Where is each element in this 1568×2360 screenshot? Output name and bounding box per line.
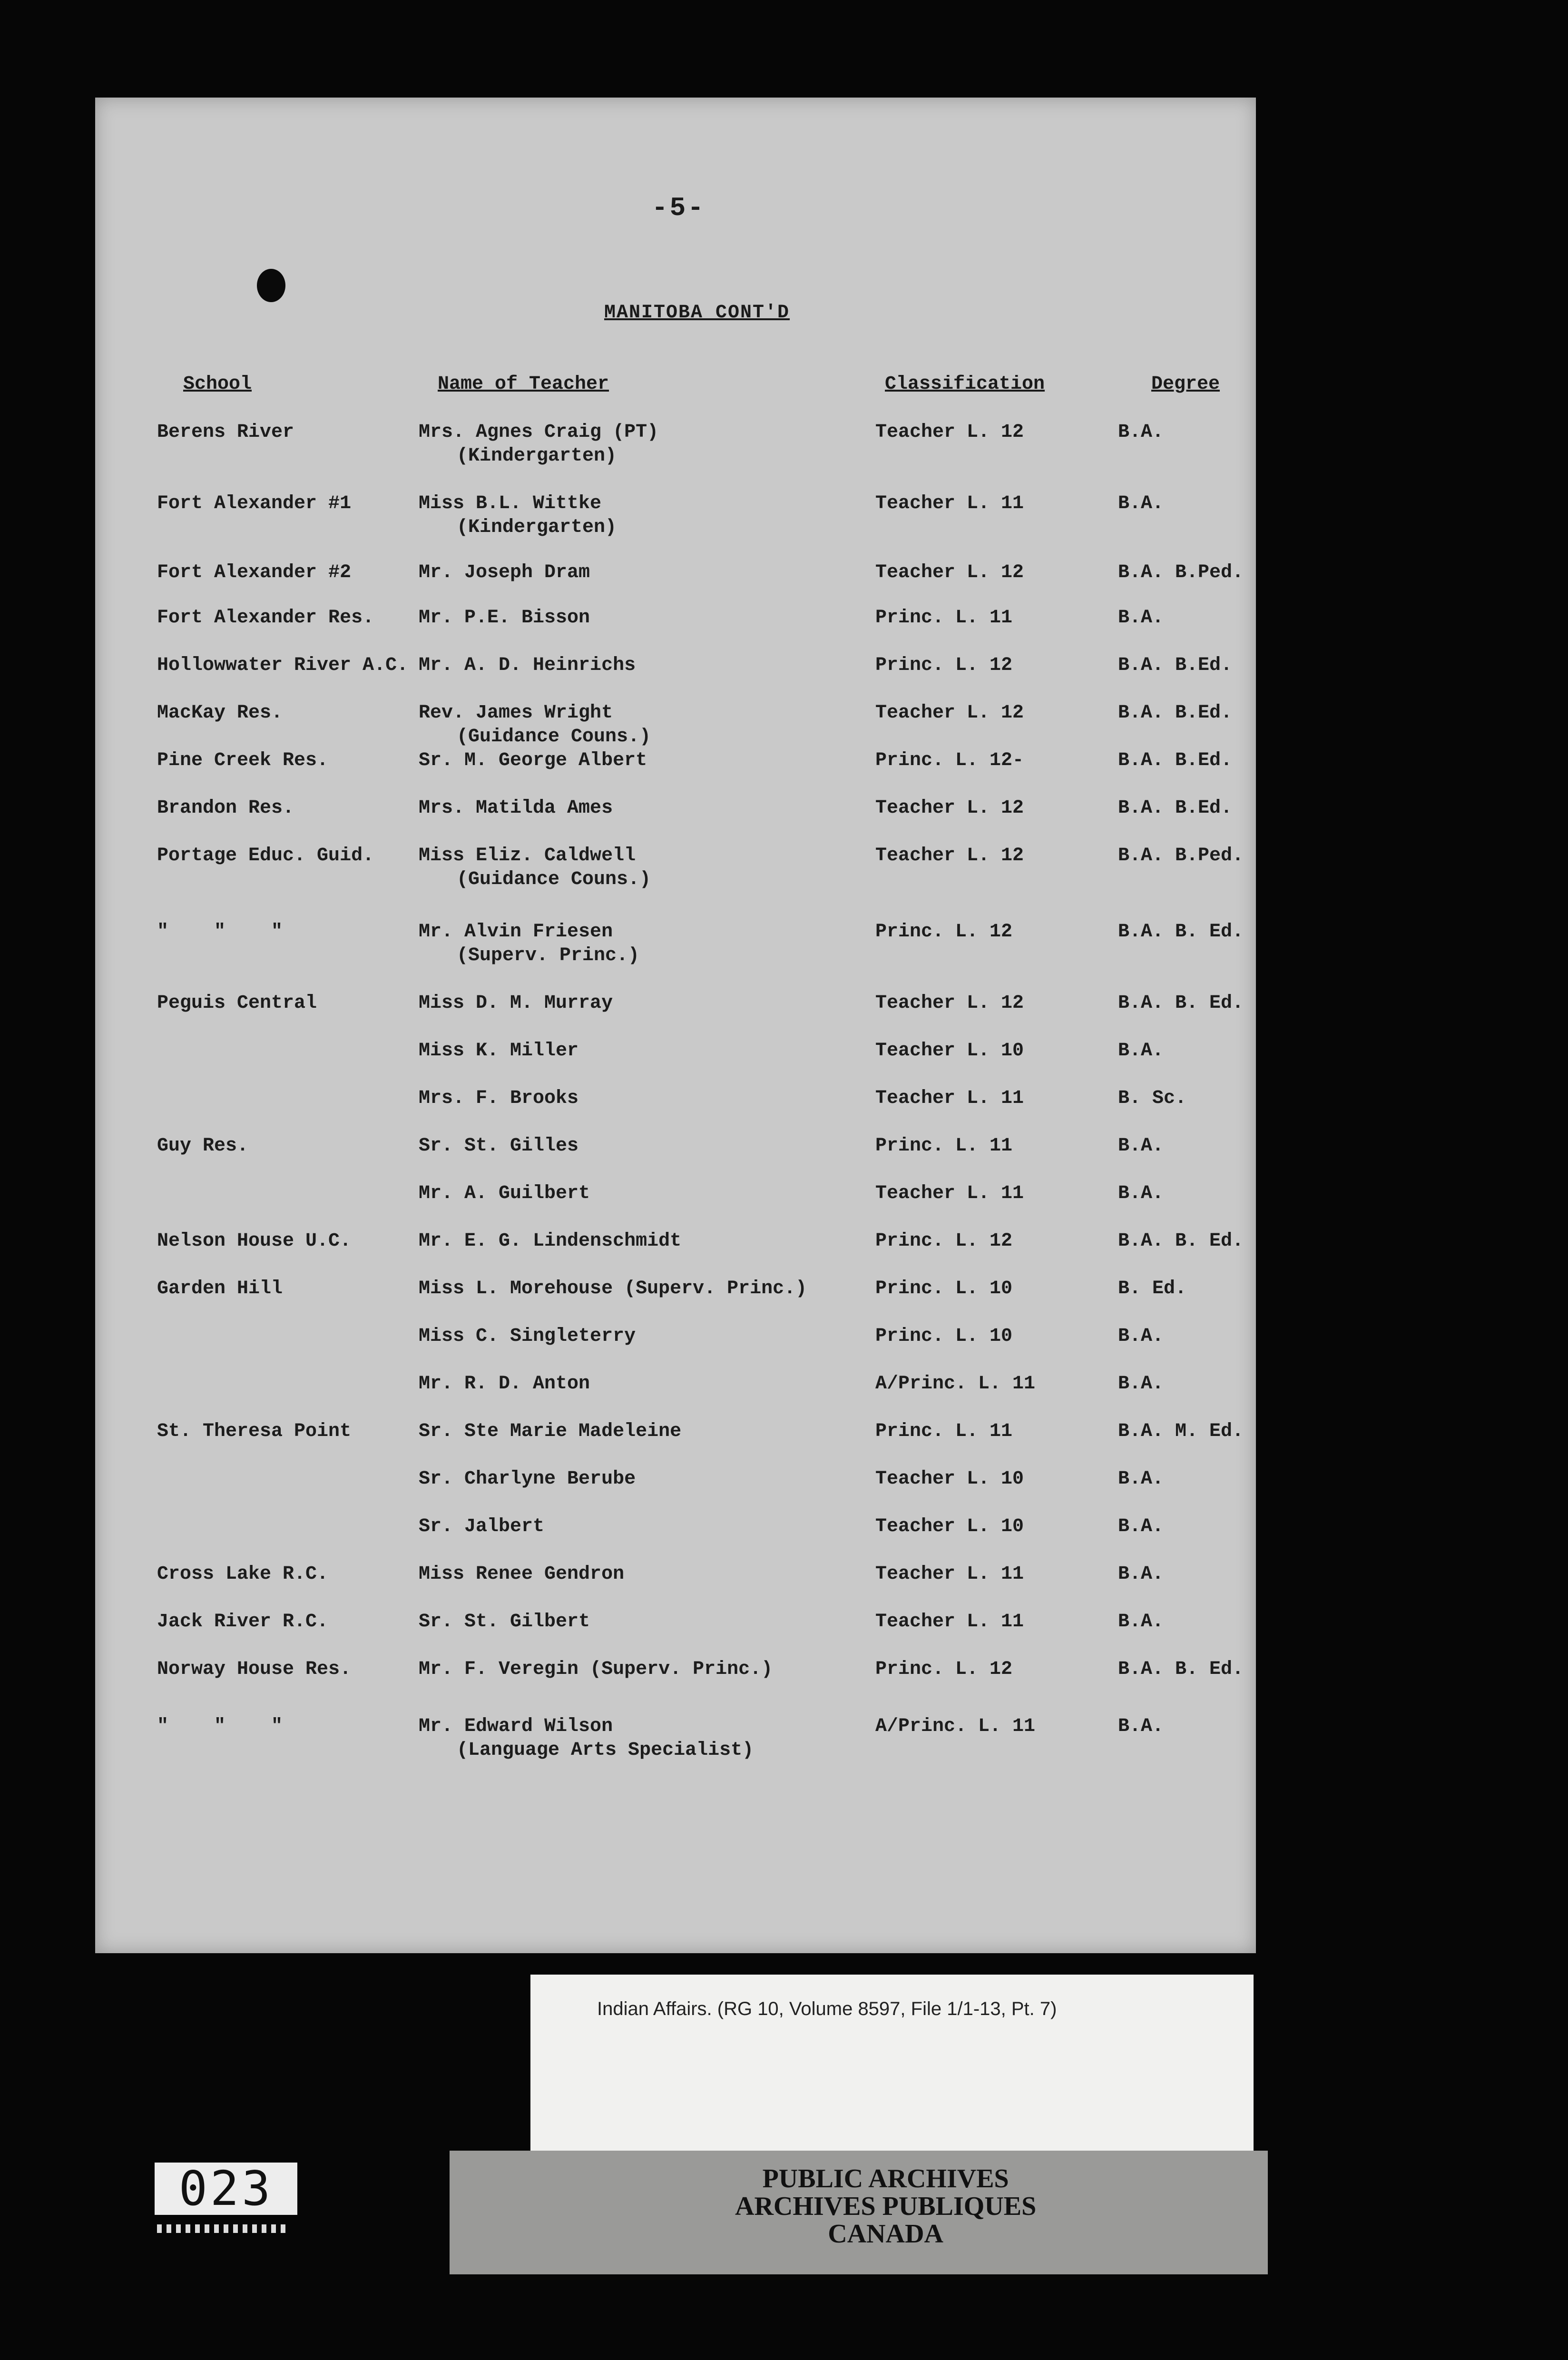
teacher-cell: Miss B.L. Wittke	[419, 493, 602, 514]
degree-cell: B.A.	[1118, 1564, 1164, 1585]
teacher-cell: Mr. R. D. Anton	[419, 1373, 590, 1395]
classification-cell: Princ. L. 11	[875, 607, 1013, 629]
classification-cell: Teacher L. 11	[875, 1564, 1024, 1585]
school-cell: Garden Hill	[157, 1278, 283, 1299]
classification-cell: Teacher L. 12	[875, 562, 1024, 583]
teacher-cell: Miss K. Miller	[419, 1040, 579, 1062]
classification-cell: Princ. L. 11	[875, 1421, 1013, 1442]
school-cell: Nelson House U.C.	[157, 1230, 352, 1252]
degree-cell: B.A.	[1118, 1373, 1164, 1395]
classification-cell: Teacher L. 11	[875, 1611, 1024, 1632]
teacher-cell: Mr. Edward Wilson	[419, 1716, 613, 1737]
classification-cell: Teacher L. 12	[875, 993, 1024, 1014]
degree-cell: B.A. B.Ed.	[1118, 750, 1233, 771]
degree-cell: B.A.	[1118, 1326, 1164, 1347]
classification-cell: Teacher L. 10	[875, 1468, 1024, 1490]
page-number: -5-	[652, 193, 706, 223]
teacher-note-cell: (Kindergarten)	[457, 517, 617, 538]
degree-cell: B.A.	[1118, 1183, 1164, 1204]
teacher-cell: Sr. Jalbert	[419, 1516, 545, 1537]
teacher-cell: Mr. A. D. Heinrichs	[419, 655, 636, 676]
classification-cell: Princ. L. 12	[875, 1659, 1013, 1680]
school-cell: " " "	[157, 921, 283, 943]
punch-hole	[257, 269, 285, 302]
teacher-cell: Sr. St. Gilles	[419, 1135, 579, 1157]
school-cell: Portage Educ. Guid.	[157, 845, 374, 866]
school-cell: Cross Lake R.C.	[157, 1564, 329, 1585]
archive-reference-label	[530, 1975, 1254, 2155]
degree-cell: B.A.	[1118, 493, 1164, 514]
teacher-cell: Mr. F. Veregin (Superv. Princ.)	[419, 1659, 773, 1680]
school-cell: Fort Alexander Res.	[157, 607, 374, 629]
classification-cell: A/Princ. L. 11	[875, 1373, 1036, 1395]
classification-cell: Teacher L. 12	[875, 845, 1024, 866]
school-cell: Hollowwater River A.C.	[157, 655, 409, 676]
teacher-cell: Mrs. F. Brooks	[419, 1088, 579, 1109]
degree-cell: B.A. B. Ed.	[1118, 993, 1244, 1014]
school-cell: Peguis Central	[157, 993, 317, 1014]
teacher-cell: Miss Eliz. Caldwell	[419, 845, 636, 866]
classification-cell: Teacher L. 10	[875, 1516, 1024, 1537]
column-header-school: School	[183, 374, 252, 395]
teacher-cell: Mr. A. Guilbert	[419, 1183, 590, 1204]
degree-cell: B.A. B.Ed.	[1118, 797, 1233, 819]
degree-cell: B.A.	[1118, 1468, 1164, 1490]
degree-cell: B.A.	[1118, 1716, 1164, 1737]
classification-cell: Teacher L. 12	[875, 797, 1024, 819]
teacher-cell: Mr. P.E. Bisson	[419, 607, 590, 629]
teacher-cell: Mrs. Agnes Craig (PT)	[419, 422, 659, 443]
column-header-degree: Degree	[1151, 374, 1220, 395]
column-header-teacher: Name of Teacher	[438, 374, 609, 395]
teacher-cell: Miss D. M. Murray	[419, 993, 613, 1014]
degree-cell: B. Sc.	[1118, 1088, 1187, 1109]
archives-stamp	[450, 2151, 1268, 2274]
teacher-cell: Sr. St. Gilbert	[419, 1611, 590, 1632]
stamp-line-1: PUBLIC ARCHIVES	[762, 2164, 1009, 2193]
degree-cell: B.A.	[1118, 1135, 1164, 1157]
archive-reference-text: Indian Affairs. (RG 10, Volume 8597, File 1/1-13, Pt. 7)	[597, 1998, 1057, 2019]
classification-cell: Princ. L. 12	[875, 921, 1013, 943]
school-cell: MacKay Res.	[157, 702, 283, 724]
teacher-cell: Mr. Alvin Friesen	[419, 921, 613, 943]
teacher-cell: Miss Renee Gendron	[419, 1564, 625, 1585]
degree-cell: B.A. B.Ed.	[1118, 702, 1233, 724]
frame-number: 023	[155, 2163, 297, 2215]
degree-cell: B.A.	[1118, 1611, 1164, 1632]
classification-cell: Teacher L. 12	[875, 422, 1024, 443]
degree-cell: B. Ed.	[1118, 1278, 1187, 1299]
school-cell: Guy Res.	[157, 1135, 249, 1157]
school-cell: Jack River R.C.	[157, 1611, 329, 1632]
school-cell: Pine Creek Res.	[157, 750, 329, 771]
classification-cell: Princ. L. 11	[875, 1135, 1013, 1157]
teacher-cell: Sr. Charlyne Berube	[419, 1468, 636, 1490]
school-cell: Brandon Res.	[157, 797, 294, 819]
classification-cell: Teacher L. 12	[875, 702, 1024, 724]
teacher-note-cell: (Kindergarten)	[457, 445, 617, 467]
school-cell: Fort Alexander #1	[157, 493, 352, 514]
degree-cell: B.A. B.Ed.	[1118, 655, 1233, 676]
teacher-cell: Mrs. Matilda Ames	[419, 797, 613, 819]
classification-cell: Princ. L. 10	[875, 1278, 1013, 1299]
degree-cell: B.A. B. Ed.	[1118, 1230, 1244, 1252]
degree-cell: B.A. B. Ed.	[1118, 1659, 1244, 1680]
film-sprocket	[157, 2224, 290, 2233]
page-heading: MANITOBA CONT'D	[604, 302, 790, 324]
teacher-note-cell: (Language Arts Specialist)	[457, 1740, 754, 1761]
teacher-note-cell: (Superv. Princ.)	[457, 945, 640, 966]
degree-cell: B.A. B.Ped.	[1118, 562, 1244, 583]
school-cell: Norway House Res.	[157, 1659, 352, 1680]
degree-cell: B.A. B.Ped.	[1118, 845, 1244, 866]
school-cell: Fort Alexander #2	[157, 562, 352, 583]
degree-cell: B.A.	[1118, 1516, 1164, 1537]
teacher-cell: Mr. E. G. Lindenschmidt	[419, 1230, 682, 1252]
column-header-classification: Classification	[885, 374, 1045, 395]
degree-cell: B.A.	[1118, 607, 1164, 629]
teacher-note-cell: (Guidance Couns.)	[457, 726, 651, 747]
classification-cell: Teacher L. 10	[875, 1040, 1024, 1062]
teacher-cell: Miss L. Morehouse (Superv. Princ.)	[419, 1278, 807, 1299]
degree-cell: B.A. B. Ed.	[1118, 921, 1244, 943]
stamp-line-3: CANADA	[828, 2219, 943, 2249]
document-page	[95, 98, 1256, 1953]
classification-cell: Princ. L. 12-	[875, 750, 1024, 771]
school-cell: " " "	[157, 1716, 283, 1737]
teacher-note-cell: (Guidance Couns.)	[457, 869, 651, 890]
teacher-cell: Miss C. Singleterry	[419, 1326, 636, 1347]
school-cell: St. Theresa Point	[157, 1421, 352, 1442]
degree-cell: B.A.	[1118, 422, 1164, 443]
teacher-cell: Sr. Ste Marie Madeleine	[419, 1421, 682, 1442]
teacher-cell: Mr. Joseph Dram	[419, 562, 590, 583]
classification-cell: Princ. L. 12	[875, 655, 1013, 676]
teacher-cell: Sr. M. George Albert	[419, 750, 647, 771]
classification-cell: A/Princ. L. 11	[875, 1716, 1036, 1737]
degree-cell: B.A. M. Ed.	[1118, 1421, 1244, 1442]
classification-cell: Princ. L. 12	[875, 1230, 1013, 1252]
classification-cell: Teacher L. 11	[875, 1183, 1024, 1204]
degree-cell: B.A.	[1118, 1040, 1164, 1062]
classification-cell: Teacher L. 11	[875, 1088, 1024, 1109]
classification-cell: Teacher L. 11	[875, 493, 1024, 514]
teacher-cell: Rev. James Wright	[419, 702, 613, 724]
school-cell: Berens River	[157, 422, 294, 443]
stamp-line-2: ARCHIVES PUBLIQUES	[735, 2192, 1037, 2221]
classification-cell: Princ. L. 10	[875, 1326, 1013, 1347]
